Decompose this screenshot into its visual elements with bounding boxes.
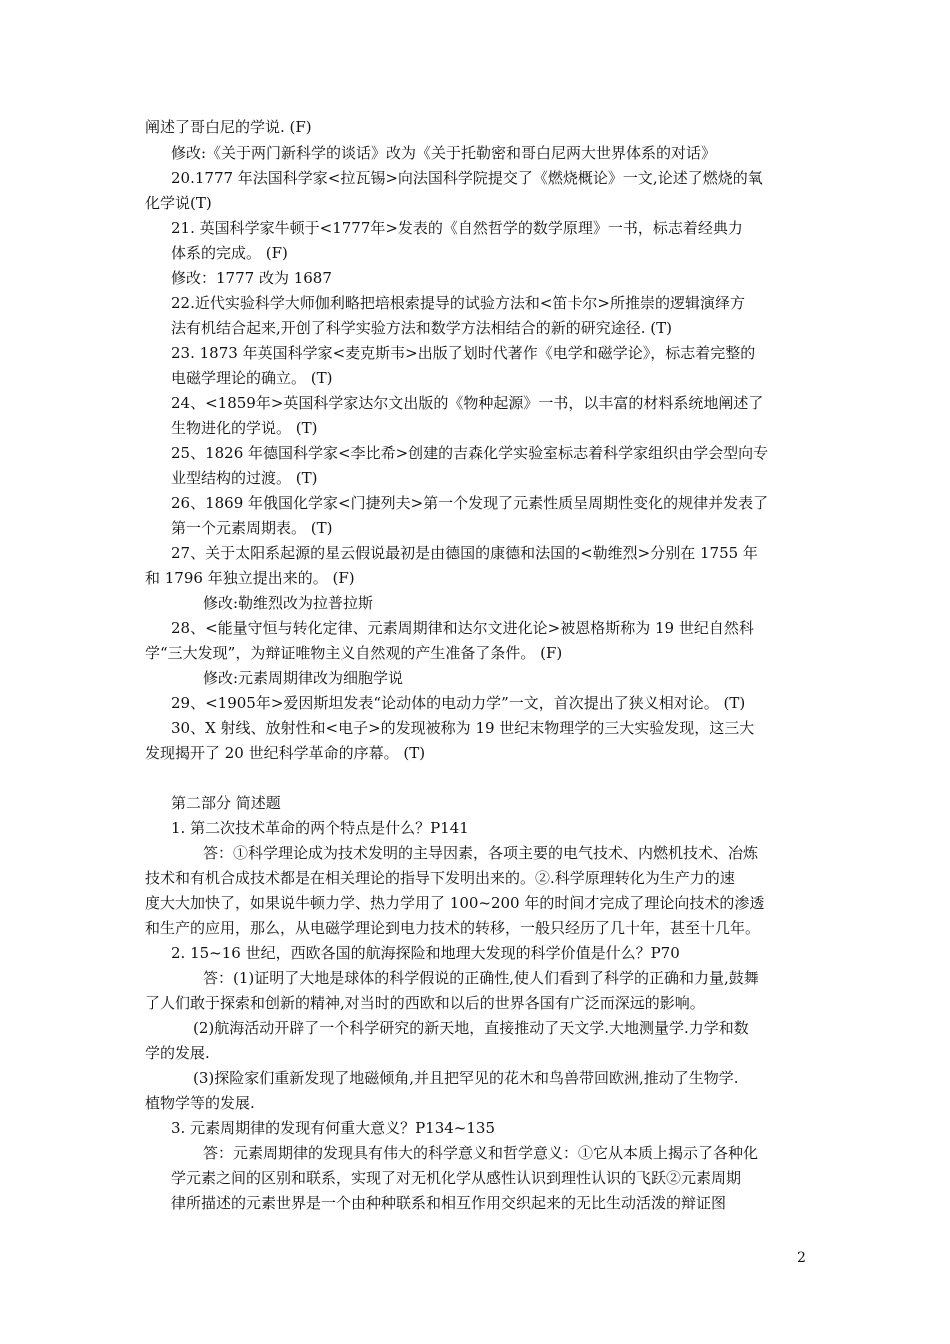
text-line: 第一个元素周期表。 (T) (171, 519, 333, 537)
question-line: 2. 15~16 世纪，西欧各国的航海探险和地理大发现的科学价值是什么？P70 (171, 944, 680, 962)
text-line: 了人们敢于探索和创新的精神,对当时的西欧和以后的世界各国有广泛而深远的影响。 (145, 994, 705, 1012)
text-line: 度大大加快了，如果说牛顿力学、热力学用了 100~200 年的时间才完成了理论向技术的渗透 (145, 894, 765, 912)
text-line: (2)航海活动开辟了一个科学研究的新天地，直接推动了天文学.大地测量学.力学和数 (193, 1019, 749, 1037)
text-line: 律所描述的元素世界是一个由种种联系和相互作用交织起来的无比生动活泼的辩证图 (171, 1194, 727, 1212)
text-line: 26、1869 年俄国化学家<门捷列夫>第一个发现了元素性质呈周期性变化的规律并发表了 (171, 494, 769, 512)
text-line: 技术和有机合成技术都是在相关理论的指导下发明出来的。②.科学原理转化为生产力的速 (145, 869, 735, 887)
text-line: 22.近代实验科学大师伽利略把培根索提导的试验方法和<笛卡尔>所推崇的逻辑演绎方 (171, 294, 745, 312)
text-line: 修改：1777 改为 1687 (171, 269, 332, 287)
question-line: 1. 第二次技术革命的两个特点是什么？P141 (171, 819, 469, 837)
text-line: 21. 英国科学家牛顿于<1777年>发表的《自然哲学的数学原理》一书，标志着经典力 (171, 219, 743, 237)
text-line: 20.1777 年法国科学家<拉瓦锡>向法国科学院提交了《燃烧概论》一文,论述了燃烧的氧 (171, 169, 763, 187)
text-line: 修改:《关于两门新科学的谈话》改为《关于托勒密和哥白尼两大世界体系的对话》 (171, 144, 717, 162)
text-line: 生物进化的学说。 (T) (171, 419, 318, 437)
question-line: 3. 元素周期律的发现有何重大意义？P134~135 (171, 1119, 496, 1137)
text-line: 植物学等的发展. (145, 1094, 255, 1112)
text-line: 修改:元素周期律改为细胞学说 (203, 669, 404, 687)
text-line: 27、关于太阳系起源的星云假说最初是由德国的康德和法国的<勒维烈>分别在 1755 年 (171, 544, 758, 562)
text-line: 修改:勒维烈改为拉普拉斯 (203, 594, 374, 612)
text-line: 和生产的应用，那么，从电磁学理论到电力技术的转移，一般只经历了几十年，甚至十几年。 (145, 919, 761, 937)
text-line: 阐述了哥白尼的学说. (F) (145, 118, 312, 136)
text-line: 答：元素周期律的发现具有伟大的科学意义和哲学意义：①它从本质上揭示了各种化 (203, 1144, 759, 1162)
text-line: 24、<1859年>英国科学家达尔文出版的《物种起源》一书，以丰富的材料系统地阐述了 (171, 394, 764, 412)
page-number: 2 (797, 1250, 806, 1266)
text-line: 化学说(T) (145, 194, 212, 212)
text-line: (3)探险家们重新发现了地磁倾角,并且把罕见的花木和鸟兽带回欧洲,推动了生物学. (193, 1069, 739, 1087)
text-line: 28、<能量守恒与转化定律、元素周期律和达尔文进化论>被恩格斯称为 19 世纪自然科 (171, 619, 754, 637)
text-line: 30、X 射线、放射性和<电子>的发现被称为 19 世纪末物理学的三大实验发现，这三大 (171, 719, 755, 737)
text-line: 答：(1)证明了大地是球体的科学假说的正确性,使人们看到了科学的正确和力量,鼓舞 (203, 969, 759, 987)
text-line: 电磁学理论的确立。 (T) (171, 369, 333, 387)
text-line: 法有机结合起来,开创了科学实验方法和数学方法相结合的新的研究途径. (T) (171, 319, 673, 337)
text-line: 学“三大发现”，为辩证唯物主义自然观的产生准备了条件。 (F) (145, 644, 563, 662)
text-line: 29、<1905年>爱因斯坦发表“论动体的电动力学”一文，首次提出了狭义相对论。 (T) (171, 694, 746, 712)
text-line: 学元素之间的区别和联系，实现了对无机化学从感性认识到理性认识的飞跃②元素周期 (171, 1169, 742, 1187)
text-line: 25、1826 年德国科学家<李比希>创建的吉森化学实验室标志着科学家组织由学会型向专 (171, 444, 769, 462)
text-line: 发现揭开了 20 世纪科学革命的序幕。 (T) (145, 744, 426, 762)
section-heading: 第二部分 简述题 (171, 794, 281, 812)
text-line: 23. 1873 年英国科学家<麦克斯韦>出版了划时代著作《电学和磁学论》，标志着完整的 (171, 344, 756, 362)
text-line: 业型结构的过渡。 (T) (171, 469, 318, 487)
text-line: 答：①科学理论成为技术发明的主导因素，各项主要的电气技术、内燃机技术、冶炼 (203, 844, 759, 862)
text-line: 体系的完成。 (F) (171, 244, 288, 262)
text-line: 学的发展. (145, 1044, 210, 1062)
text-line: 和 1796 年独立提出来的。 (F) (145, 569, 355, 587)
